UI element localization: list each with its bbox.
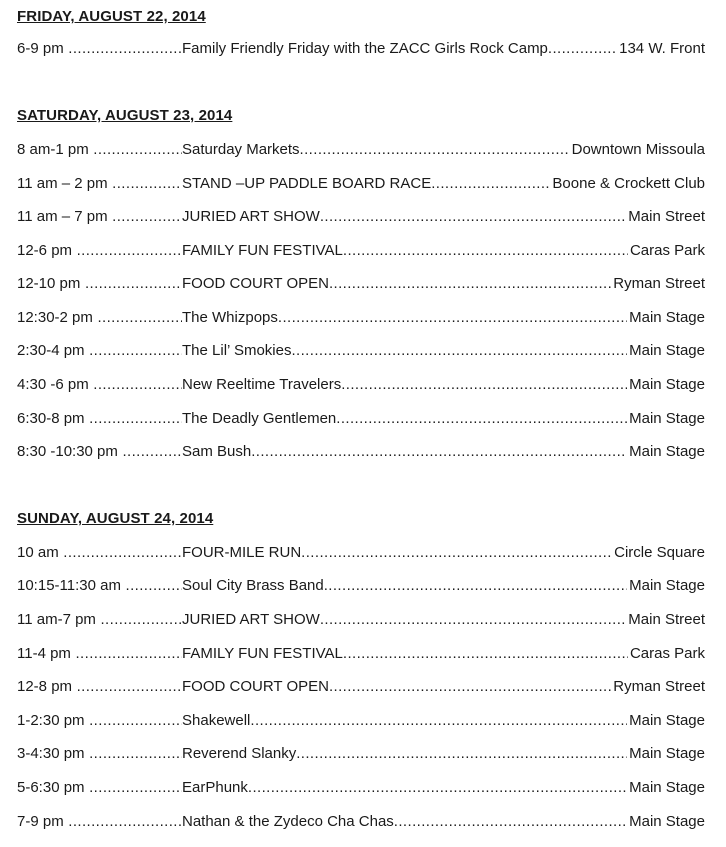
- event-location: Main Stage: [629, 813, 705, 830]
- event-location: Ryman Street: [613, 275, 705, 292]
- event-time: 6-9 pm .....: [17, 39, 182, 59]
- event-location: Circle Square: [614, 544, 705, 561]
- schedule-row: [17, 140, 705, 160]
- dot-leader: [394, 812, 627, 832]
- schedule-row: [17, 677, 705, 697]
- event-time: 8 am-1 pm .....: [17, 140, 182, 160]
- event-name: The Lil’ Smokies: [182, 342, 292, 359]
- event-time: 10 am .....: [17, 543, 182, 563]
- schedule-row: [17, 442, 705, 462]
- event-time: 4:30 -6 pm .....: [17, 375, 182, 395]
- event-name: The Whizpops: [182, 309, 278, 326]
- dot-leader: [300, 140, 570, 160]
- dot-leader: [278, 308, 627, 328]
- event-name: FOOD COURT OPEN: [182, 275, 329, 292]
- event-time: 1-2:30 pm .....: [17, 711, 182, 731]
- event-location: Main Street: [628, 208, 705, 225]
- schedule-row: [17, 39, 705, 59]
- day-heading: SUNDAY, AUGUST 24, 2014: [17, 510, 214, 527]
- event-location: Main Stage: [629, 712, 705, 729]
- dot-leader: [324, 576, 627, 596]
- event-location: Main Stage: [629, 376, 705, 393]
- schedule-row: [17, 274, 705, 294]
- event-name: FAMILY FUN FESTIVAL: [182, 645, 343, 662]
- dot-leader: [336, 409, 627, 429]
- day-heading: SATURDAY, AUGUST 23, 2014: [17, 107, 233, 124]
- dot-leader: [343, 241, 628, 261]
- event-time: 12-6 pm .....: [17, 241, 182, 261]
- dot-leader: [320, 207, 626, 227]
- dot-leader: [248, 778, 627, 798]
- schedule-row: [17, 409, 705, 429]
- schedule-row: [17, 341, 705, 361]
- schedule-row: [17, 576, 705, 596]
- schedule-row: [17, 375, 705, 395]
- event-time: 12-10 pm .....: [17, 274, 182, 294]
- schedule-row: [17, 711, 705, 731]
- event-time: 5-6:30 pm .....: [17, 778, 182, 798]
- event-name: Shakewell: [182, 712, 251, 729]
- dot-leader: [320, 610, 626, 630]
- dot-leader: [548, 39, 617, 59]
- event-location: Main Street: [628, 611, 705, 628]
- event-name: Sam Bush: [182, 443, 252, 460]
- event-location: Main Stage: [629, 443, 705, 460]
- event-location: Main Stage: [629, 410, 705, 427]
- event-name: The Deadly Gentlemen: [182, 410, 337, 427]
- event-location: Main Stage: [629, 309, 705, 326]
- event-name: Saturday Markets: [182, 141, 300, 158]
- dot-leader: [329, 274, 611, 294]
- event-location: Caras Park: [629, 645, 705, 662]
- schedule-row: [17, 644, 705, 664]
- event-time: 11 am-7 pm .....: [17, 610, 182, 630]
- schedule-row: [17, 744, 705, 764]
- event-time: 7-9 pm .....: [17, 812, 182, 832]
- event-name: EarPhunk: [182, 779, 248, 796]
- dot-leader: [301, 543, 612, 563]
- event-name: JURIED ART SHOW: [182, 611, 320, 628]
- dot-leader: [431, 174, 550, 194]
- dot-leader: [343, 644, 628, 664]
- event-name: Soul City Brass Band: [182, 577, 324, 594]
- event-name: FAMILY FUN FESTIVAL: [182, 242, 343, 259]
- schedule-row: [17, 778, 705, 798]
- event-name: FOUR-MILE RUN: [182, 544, 302, 561]
- dot-leader: [291, 341, 627, 361]
- event-time: 8:30 -10:30 pm .....: [17, 442, 182, 462]
- schedule-row: [17, 174, 705, 194]
- event-time: 2:30-4 pm .....: [17, 341, 182, 361]
- schedule-row: [17, 207, 705, 227]
- event-time: 12-8 pm .....: [17, 677, 182, 697]
- event-name: Nathan & the Zydeco Cha Chas: [182, 813, 394, 830]
- event-time: 3-4:30 pm .....: [17, 744, 182, 764]
- event-time: 6:30-8 pm .....: [17, 409, 182, 429]
- day-heading: FRIDAY, AUGUST 22, 2014: [17, 8, 206, 25]
- schedule-row: [17, 812, 705, 832]
- event-location: Main Stage: [629, 779, 705, 796]
- dot-leader: [250, 711, 627, 731]
- event-name: New Reeltime Travelers: [182, 376, 342, 393]
- event-location: 134 W. Front: [619, 40, 705, 57]
- event-time: 11 am – 7 pm .....: [17, 207, 182, 227]
- event-name: Family Friendly Friday with the ZACC Girls Rock Camp: [182, 40, 548, 57]
- event-location: Caras Park: [629, 242, 705, 259]
- event-time: 11 am – 2 pm .....: [17, 174, 182, 194]
- event-location: Main Stage: [629, 745, 705, 762]
- event-location: Main Stage: [629, 577, 705, 594]
- event-location: Main Stage: [629, 342, 705, 359]
- schedule-row: [17, 543, 705, 563]
- event-name: FOOD COURT OPEN: [182, 678, 329, 695]
- dot-leader: [341, 375, 627, 395]
- event-name: STAND –UP PADDLE BOARD RACE: [182, 175, 432, 192]
- event-location: Ryman Street: [613, 678, 705, 695]
- event-location: Boone & Crockett Club: [552, 175, 705, 192]
- dot-leader: [296, 744, 627, 764]
- dot-leader: [329, 677, 611, 697]
- event-time: 12:30-2 pm .....: [17, 308, 182, 328]
- schedule-row: [17, 308, 705, 328]
- event-name: Reverend Slanky: [182, 745, 297, 762]
- schedule-row: [17, 241, 705, 261]
- event-time: 11-4 pm .....: [17, 644, 182, 664]
- dot-leader: [251, 442, 627, 462]
- event-location: Downtown Missoula: [571, 141, 705, 158]
- schedule-row: [17, 610, 705, 630]
- event-time: 10:15-11:30 am .....: [17, 576, 182, 596]
- event-name: JURIED ART SHOW: [182, 208, 320, 225]
